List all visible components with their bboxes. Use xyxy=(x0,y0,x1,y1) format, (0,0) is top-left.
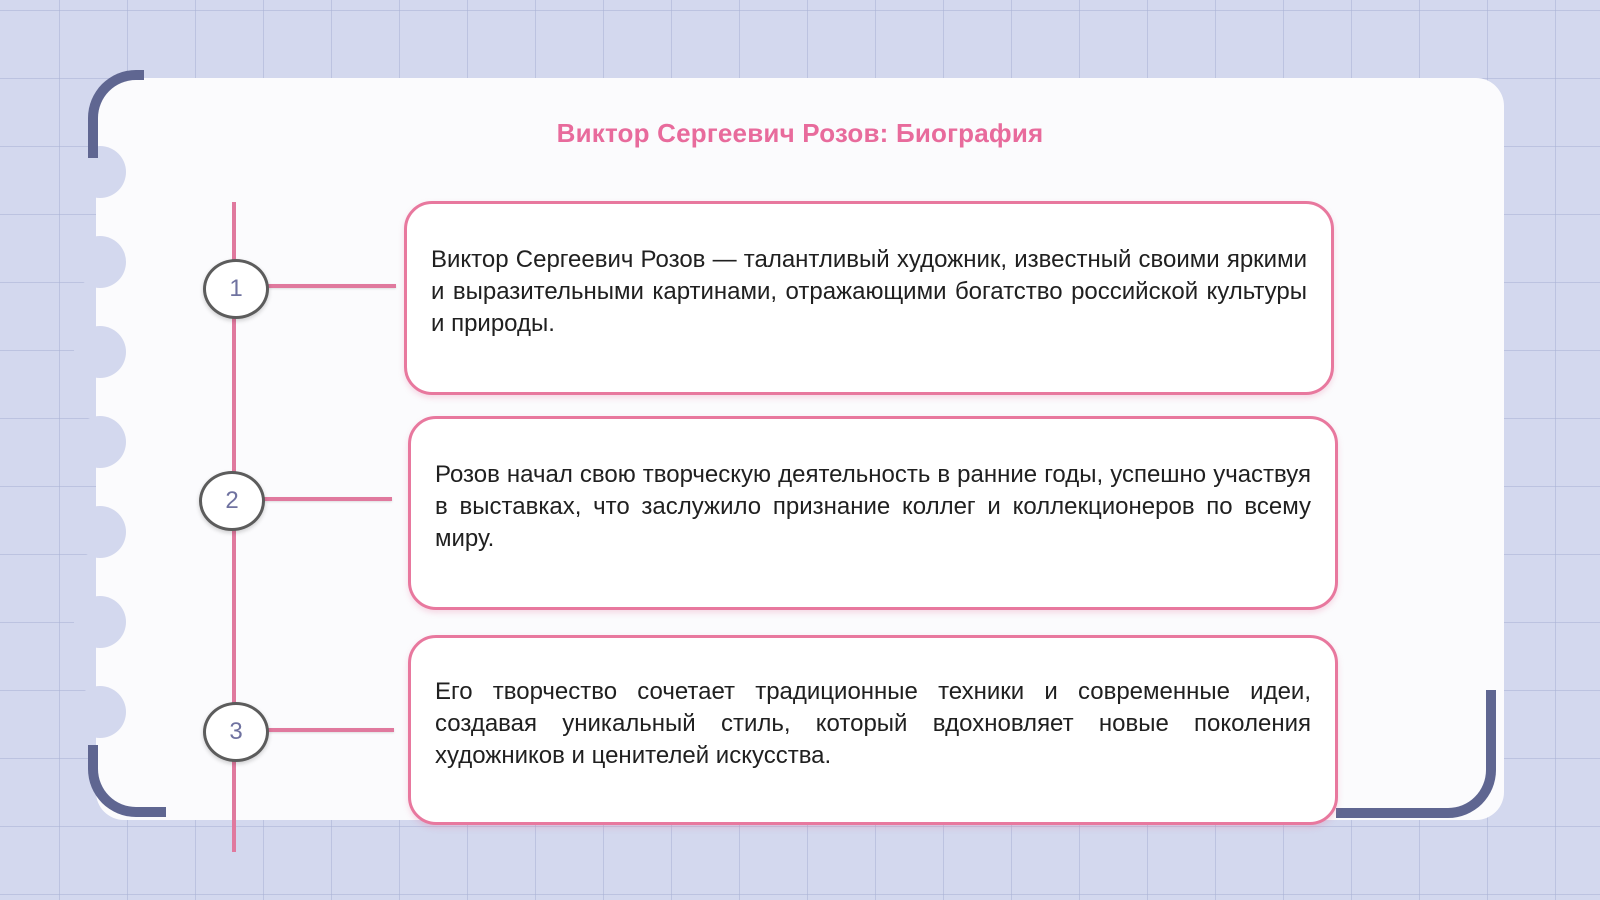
timeline-card-1 xyxy=(404,201,1334,395)
notebook-hole xyxy=(74,686,126,738)
notebook-hole xyxy=(74,596,126,648)
slide-title: Виктор Сергеевич Розов: Биография xyxy=(556,118,1044,148)
notebook-hole xyxy=(74,416,126,468)
notebook-hole xyxy=(74,326,126,378)
timeline-connector xyxy=(266,284,396,288)
timeline-card-3 xyxy=(408,635,1338,825)
timeline-connector xyxy=(262,497,392,501)
timeline-marker-2: 2 xyxy=(199,471,265,531)
timeline-card-text: Его творчество сочетает традиционные техники и современные идеи, создавая уникальный стиль, который вдохновляет новые поколения художников и ценителей искусства. xyxy=(435,678,1311,769)
timeline-card-2 xyxy=(408,416,1338,610)
notebook-hole xyxy=(74,506,126,558)
corner-bracket-bottom-right xyxy=(1336,690,1496,818)
timeline-card-text: Розов начал свою творческую деятельность в ранние годы, успешно участвуя в выставках, что заслужило признание коллег и коллекционеров по всему миру. xyxy=(435,461,1311,552)
timeline-connector xyxy=(266,728,394,732)
notebook-hole xyxy=(74,236,126,288)
timeline-card-text: Виктор Сергеевич Розов — талантливый художник, известный своими яркими и выразительными картинами, отражающими богатство российской культуры и природы. xyxy=(431,246,1307,337)
timeline-marker-3: 3 xyxy=(203,702,269,762)
timeline-marker-1: 1 xyxy=(203,259,269,319)
